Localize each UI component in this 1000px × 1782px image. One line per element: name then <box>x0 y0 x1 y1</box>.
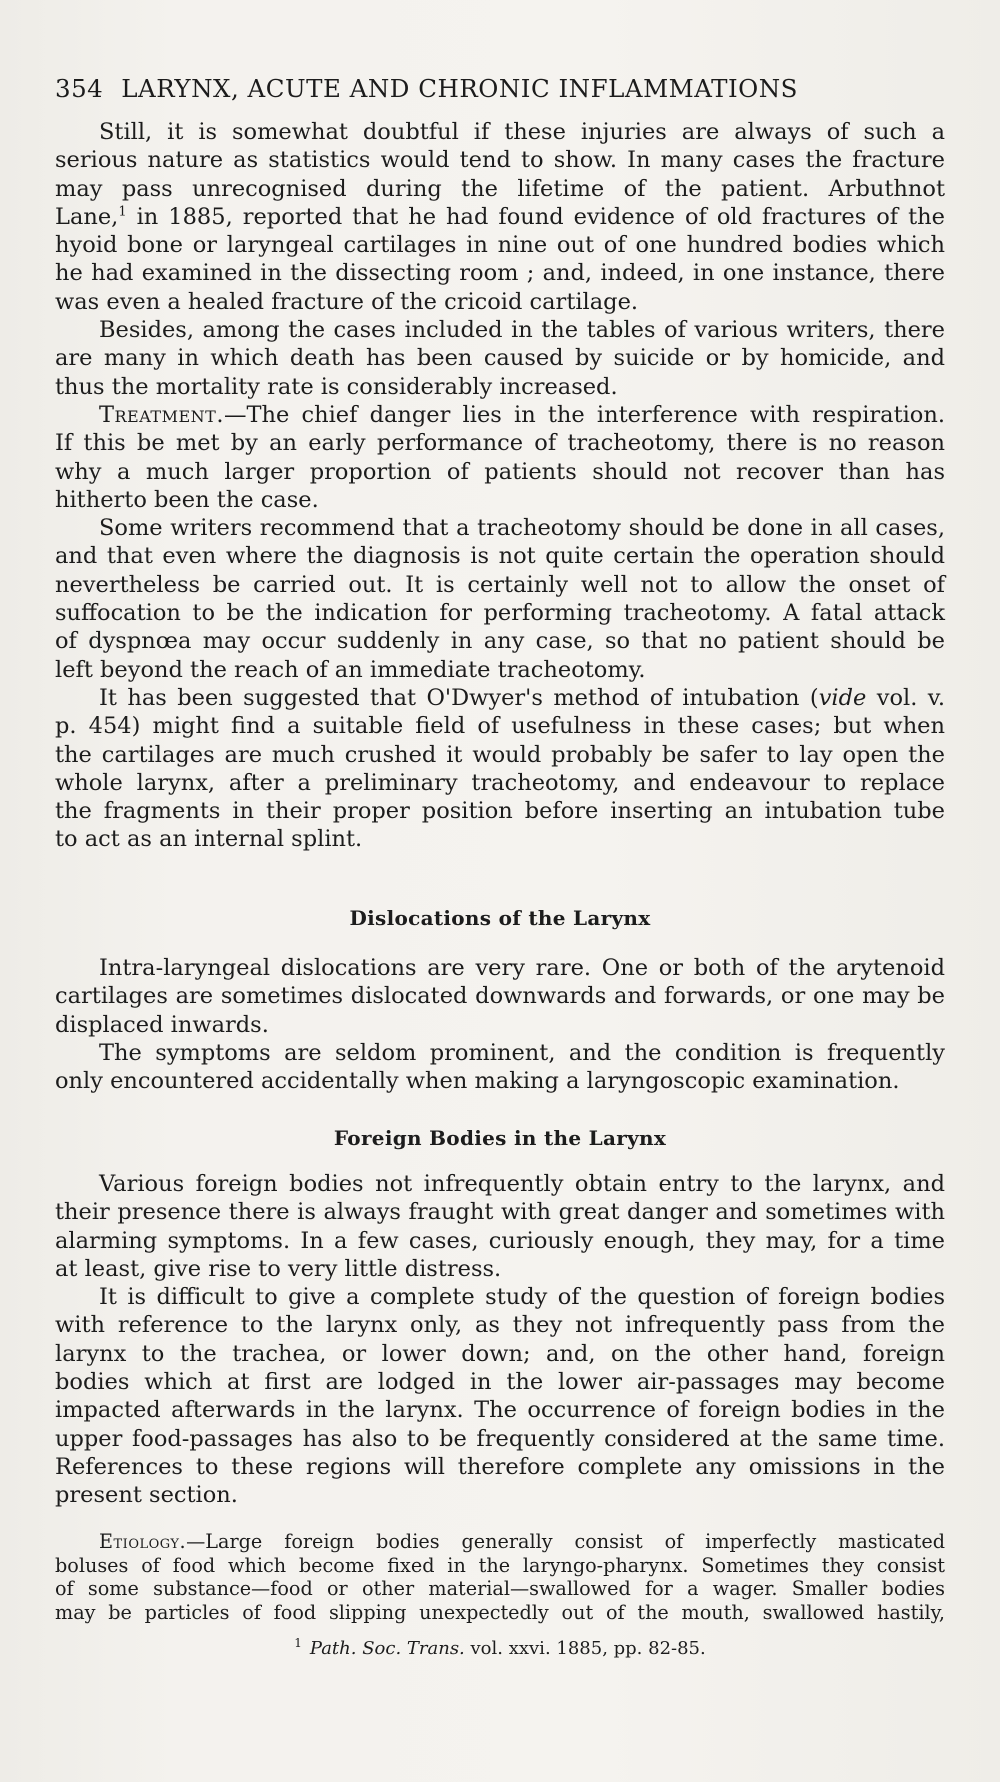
text-line: their presence there is always fraught with great danger and sometimes with <box>55 1199 945 1226</box>
small-text-block <box>55 1530 945 1624</box>
page-number: 354 <box>55 74 104 103</box>
text-line: he had examined in the dissecting room ; and, indeed, in one instance, there <box>55 260 945 287</box>
footnote-ref: 1 <box>118 204 127 220</box>
text-line: Still, it is somewhat doubtful if these injuries are always of such a <box>99 119 945 145</box>
text-line: the fragments in their proper position before inserting an intubation tube <box>55 798 945 825</box>
section-heading-foreign-bodies: Foreign Bodies in the Larynx <box>333 1126 667 1150</box>
text-line: boluses of food which become fixed in the laryngo-pharynx. Sometimes they consist <box>55 1553 945 1577</box>
text-line: Intra-laryngeal dislocations are very rare. One or both of the arytenoid <box>99 955 945 981</box>
text-line: Some writers recommend that a tracheotomy should be done in all cases, <box>99 515 945 542</box>
text-line: bodies which at first are lodged in the lower air-passages may become <box>55 1369 945 1396</box>
text-line: may be particles of food slipping unexpectedly out of the mouth, swallowed hastily, <box>55 1600 945 1624</box>
text-line: Etiology.—Large foreign bodies generally consist of imperfectly masticated <box>99 1530 945 1553</box>
text-line: why a much larger proportion of patients should not recover than has <box>55 458 945 485</box>
text-line: and that even where the diagnosis is not quite certain the operation should <box>55 543 945 570</box>
text-line: only encountered accidentally when making a laryngoscopic examination. <box>55 1068 900 1095</box>
text-line: It is difficult to give a complete study of the question of foreign bodies <box>99 1284 945 1311</box>
text-line: upper food-passages has also to be frequently considered at the same time. <box>55 1425 945 1452</box>
text-line: at least, give rise to very little distress. <box>55 1255 502 1282</box>
text-line: displaced inwards. <box>55 1011 269 1038</box>
text-line: present section. <box>55 1482 238 1509</box>
text-line: Besides, among the cases included in the tables of various writers, there <box>99 317 945 344</box>
main-text-block-2 <box>55 954 945 1095</box>
text-line: Various foreign bodies not infrequently obtain entry to the larynx, and <box>99 1171 945 1197</box>
text-line: Lane,$^1$ in 1885, reported that he had found evidence of old fractures of the <box>55 203 945 230</box>
text-line: suffocation to be the indication for performing tracheotomy. A fatal attack <box>55 600 945 627</box>
footnote-mark: 1 <box>294 1636 302 1650</box>
text-line: with reference to the larynx only, as they not infrequently pass from the <box>55 1312 945 1339</box>
text-line: thus the mortality rate is considerably increased. <box>55 373 618 400</box>
running-head <box>55 74 935 103</box>
main-text-block-1 <box>55 118 945 854</box>
text-line: cartilages are sometimes dislocated downwards and forwards, or one may be <box>55 983 945 1010</box>
text-line: was even a healed fracture of the cricoid cartilage. <box>55 288 639 315</box>
text-line: p. 454) might find a suitable field of usefulness in these cases; but when <box>55 713 945 740</box>
footnote-source: Path. Soc. Trans. <box>309 1638 465 1659</box>
text-line: hitherto been the case. <box>55 486 319 513</box>
text-line: of dyspnœa may occur suddenly in any case, so that no patient should be <box>55 628 945 655</box>
text-line: serious nature as statistics would tend to show. In many cases the fracture <box>55 147 945 174</box>
main-text-block-3 <box>55 1170 945 1510</box>
footnote <box>0 1636 1000 1659</box>
text-line: the cartilages are much crushed it would probably be safer to lay open the <box>55 741 945 768</box>
footnote-details: vol. xxvi. 1885, pp. 82-85. <box>464 1638 706 1659</box>
running-title: LARYNX, ACUTE AND CHRONIC INFLAMMATIONS <box>121 74 798 103</box>
text-line: impacted afterwards in the larynx. The occurrence of foreign bodies in the <box>55 1397 945 1424</box>
text-line: alarming symptoms. In a few cases, curiously enough, they may, for a time <box>55 1227 945 1254</box>
section-label-treatment: Treatment. <box>99 401 224 428</box>
text-line: whole larynx, after a preliminary tracheotomy, and endeavour to replace <box>55 769 945 796</box>
text-line: Treatment.—The chief danger lies in the interference with respiration. <box>99 401 945 428</box>
text-line: The symptoms are seldom prominent, and the condition is frequently <box>99 1039 945 1066</box>
text-line: hyoid bone or laryngeal cartilages in nine out of one hundred bodies which <box>55 232 945 259</box>
section-heading-dislocations: Dislocations of the Larynx <box>349 906 651 930</box>
text-line: are many in which death has been caused by suicide or by homicide, and <box>55 345 945 372</box>
section-label-etiology: Etiology. <box>99 1530 187 1553</box>
text-line: left beyond the reach of an immediate tracheotomy. <box>55 656 646 683</box>
text-line: nevertheless be carried out. It is certainly well not to allow the onset of <box>55 571 945 598</box>
text-line: of some substance—food or other material—swallowed for a wager. Smaller bodies <box>55 1577 945 1601</box>
text-line: References to these regions will therefore complete any omissions in the <box>55 1453 945 1480</box>
text-line: may pass unrecognised during the lifetime of the patient. Arbuthnot <box>55 175 945 202</box>
text-line: It has been suggested that O'Dwyer's method of intubation (vide vol. v. <box>99 684 945 711</box>
text-line: to act as an internal splint. <box>55 826 363 853</box>
text-line: larynx to the trachea, or lower down; and, on the other hand, foreign <box>55 1340 945 1367</box>
text-line: If this be met by an early performance of tracheotomy, there is no reason <box>55 430 945 457</box>
